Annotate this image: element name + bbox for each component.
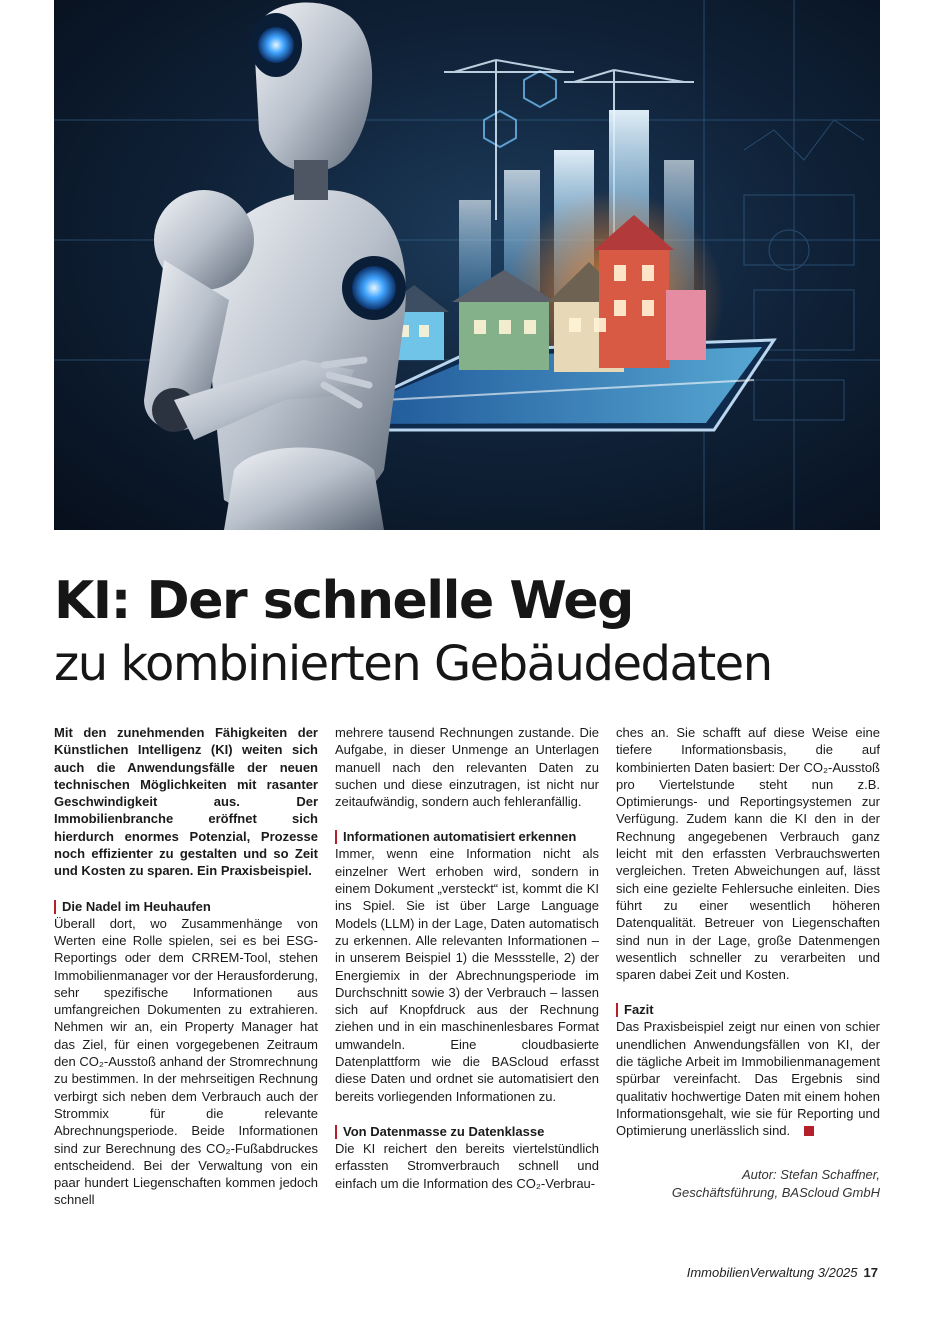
section-body-fazit [616, 1018, 880, 1139]
author-name: Autor: Stefan Schaffner, [741, 1166, 880, 1182]
author-credit [616, 1166, 880, 1202]
hexagon-icons [484, 71, 556, 147]
headline-sub: zu kombinierten Gebäudedaten [54, 636, 772, 692]
article-column-2 [335, 724, 599, 1192]
section-heading-datenmasse: Von Datenmasse zu Datenklasse [335, 1123, 599, 1140]
section-heading-informationen: Informationen automatisiert erkennen [335, 828, 599, 845]
section-body-datenmasse: Die KI reichert den bereits viertelstündlich erfassten Stromverbrauch schnell und einfach um die Information des CO₂-Verbrau- [335, 1140, 599, 1191]
section-body-continued: mehrere tausend Rechnungen zustande. Die Aufgabe, in dieser Unmenge an Unterlagen manuell nach den relevanten Daten zu suchen und diese einzutragen, ist nicht nur zeitaufwändig, sondern auch fehleranfällig. [335, 725, 599, 810]
robot-tablet-illustration [54, 0, 880, 530]
robot [144, 3, 406, 530]
headline-main: KI: Der schnelle Weg [54, 571, 633, 631]
end-mark-icon [804, 1126, 814, 1136]
lead-paragraph: Mit den zunehmenden Fähigkeiten der Künstlichen Intelligenz (KI) weiten sich auch die Anwendungsfälle der neuen technischen Möglichkeiten mit rasanter Geschwindigkeit aus. Der Immobilienbranche eröffnet sich hierdurch enormes Potenzial, Prozesse noch effizienter zu gestalten und so Zeit und Kosten zu sparen. Ein Praxisbeispiel. [54, 725, 318, 879]
section-heading-fazit: Fazit [616, 1001, 880, 1018]
section-body-nadel: Überall dort, wo Zusammenhänge von Werten eine Rolle spielen, sei es bei ESG-Reportings oder dem CRREM-Tool, stehen Immobilienmanager vor der Herausforderung, sehr spezifische Informationen aus umfangreichen Dokumenten zu extrahieren. Nehmen wir an, ein Property Manager hat das Ziel, für einen vorgegebenen Zeitraum den CO₂-Ausstoß anhand der Stromrechnung zu bestimmen. In der mehrseitigen Rechnung verbirgt sich neben dem Verbrauch auch der Strommix für die relevante Abrechnungsperiode. Beide Informationen sind zur Berechnung des CO₂-Fußabdruckes entscheidend. Bei der Verwaltung von ein paar hundert Liegenschaften kommen jedoch schnell [54, 915, 318, 1208]
fazit-text: Das Praxisbeispiel zeigt nur einen von schier unendlichen Anwendungsfällen von KI, der die tägliche Arbeit im Immobilienmanagement spürbar vereinfacht. Das Ergebnis sind qualitativ hochwertige Daten mit einem hohen Informationsgehalt, wie sie für Reporting und Optimierung unerlässlich sind. [616, 1019, 880, 1139]
hero-illustration [54, 0, 880, 530]
page-number: 17 [863, 1265, 878, 1280]
section-body-informationen: Immer, wenn eine Information nicht als einzelner Wert erhoben wird, sondern in einem Dokument „versteckt“ ist, kommt die KI ins Spiel. Sie ist über Large Language Models (LLM) in der Lage, Daten automatisch zu erkennen. Alle relevanten Informationen – in unserem Beispiel 1) die Messstelle, 2) der Energiemix in der Abrechnungsperiode im Durchschnitt sowie 3) der Verbrauch – lassen sich auf Knopfdruck aus der Rechnung ziehen und in ein maschinenlesbares Format umwandeln. Eine cloudbasierte Datenplattform wie die BAScloud erfasst diese Daten und ordnet sie automatisiert den bereits vorliegenden Informationen zu. [335, 846, 599, 1104]
magazine-name: ImmobilienVerwaltung 3/2025 [686, 1265, 858, 1280]
page-footer [687, 1265, 878, 1280]
article-column-1 [54, 724, 318, 1209]
section-body-datenmasse-continued: ches an. Sie schafft auf diese Weise eine tiefere Informationsbasis, die auf kombinierten Daten basiert: Der CO₂-Ausstoß pro Viertelstunde steht nun z.B. Optimierungs- und Reportingsystemen zur Verfügung. Zudem kann die KI den in der Rechnung angegebenen Verbrauch ganz leicht mit den erfassten Verbrauchswerten vergleichen. Treten Abweichungen auf, lässt sich eine gezielte Fehlersuche einleiten. Dies führt zu einer wesentlich höheren Datenqualität. Betreuer von Liegenschaften sind nun in der Lage, große Datenmengen wesentlich schneller zu verarbeiten und sparen dabei Zeit und Kosten. [616, 725, 880, 983]
author-role: Geschäftsführung, BAScloud GmbH [671, 1184, 880, 1200]
headline [54, 570, 880, 694]
article-column-3 [616, 724, 880, 1202]
section-heading-nadel: Die Nadel im Heuhaufen [54, 898, 318, 915]
